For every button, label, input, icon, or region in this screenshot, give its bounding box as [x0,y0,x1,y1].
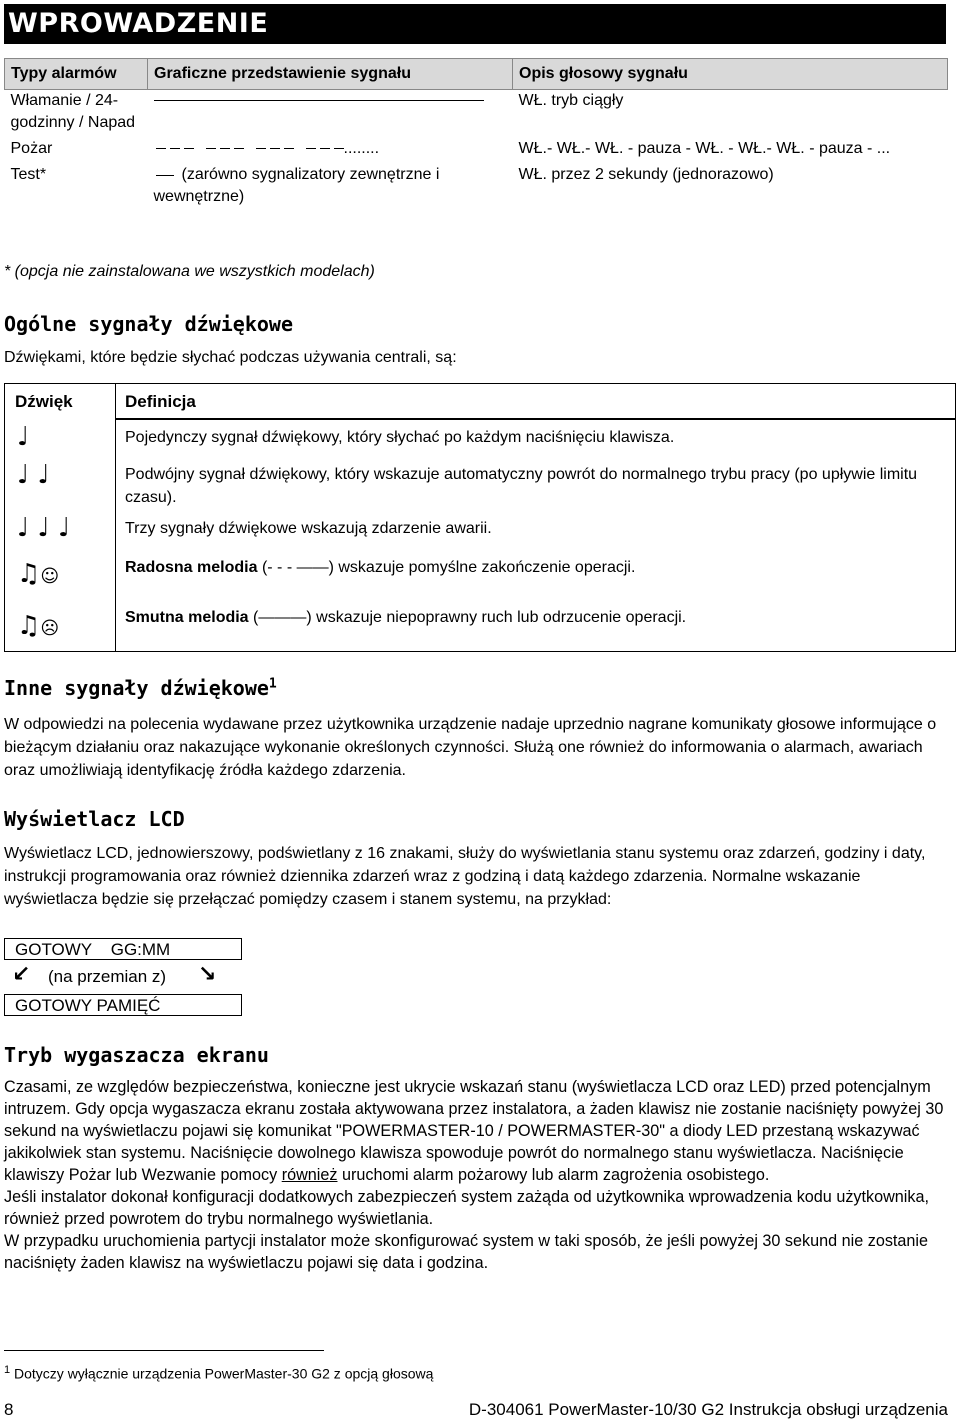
melody-note-icon: ♫ [17,559,41,589]
footnote-ref: 1 [268,676,277,692]
alarm-type: Pożar [10,140,53,157]
pulsed-signal-pattern [154,138,344,160]
table-header-row [5,59,948,90]
signal-note: (zarówno sygnalizatory zewnętrzne i wewnętrzne) [153,166,440,206]
melody-label: Smutna melodia [125,609,249,626]
melody-note-icon: ♫ [17,611,41,641]
section-text: Czasami, ze względów bezpieczeństwa, konieczne jest ukrycie wskazań stanu (wyświetlacza LCD oraz LED) przed potencjalnym intruzem. Gdy opcja wygaszacza ekranu została aktywowana przez instalatora, a żaden klawisz nie zostanie naciśnięty powyżej 30 sekund na wyświetlaczu pojawi się komunikat "POWERMASTER-10 / POWERMASTER-30" a diody LED przestaną wskazywać jakikolwiek stan systemu. Naciśnięcie dowolnego klawisza spowoduje powrót do normalnego stanu wyświetlacza. Naciśnięcie klawiszy Pożar lub Wezwanie pomocy również uruchomi alarm pożarowy lub alarm zagrożenia osobistego. Jeśli instalator dokonał konfiguracji dodatkowych zabezpieczeń system zażąda od użytkownika wprowadzenia kodu użytkownika, również przed powrotem do trybu normalnego wyświetlania. W przypadku uruchomienia partycji instalator może skonfigurować system w taki sposób, że jeśli powyżej 30 sekund nie zostanie naciśnięty żaden klawisz na wyświetlaczu pojawi się data i godzina. [4,1078,944,1272]
signal-graphic [148,160,513,208]
sound-definition: Podwójny sygnał dźwiękowy, który wskazuje automatyczny powrót do normalnego trybu pracy (po upływie limitu czasu). [125,466,918,506]
page-number: 8 [4,1400,14,1419]
alarm-types-table [4,58,948,208]
column-header: Typy alarmów [5,59,148,90]
continuous-signal-line [154,90,484,112]
sound-definition: Trzy sygnały dźwiękowe wskazują zdarzenie awarii. [125,520,492,537]
column-header: Opis głosowy sygnału [513,59,948,90]
section-text: W odpowiedzi na polecenia wydawane przez użytkownika urządzenie nadaje uprzednio nagrane komunikaty głosowe informujące o bieżącym działaniu oraz nakazujące wykonanie określonych czynności. Służą one również do informowania o alarmach, awariach oraz umożliwiają identyfikację źródła każdego zdarzenia. [4,716,937,779]
short-signal-line [154,164,182,186]
underlined-word: również [281,1166,338,1184]
signal-description: WŁ. przez 2 sekundy (jednorazowo) [518,166,774,184]
column-header: Dźwięk [15,392,73,411]
section-intro: Dźwiękami, które będzie słychać podczas używania centrali, są: [4,349,457,366]
section-title: Ogólne sygnały dźwiękowe [4,312,293,336]
table-row [5,90,948,135]
signal-description: WŁ. tryb ciągły [518,92,624,109]
lcd-display-example: GOTOWY PAMIĘĆ [4,994,242,1016]
triple-note-icon: ♩ ♩ ♩ [17,513,71,543]
section-title: Wyświetlacz LCD [4,807,185,831]
sad-face-icon: ☹ [40,618,60,639]
sound-table [4,383,956,652]
pattern-continuation: ........ [343,140,380,158]
footnote-divider [4,1350,324,1351]
column-header: Definicja [125,392,196,411]
lcd-display-example: GOTOWY GG:MM [4,938,242,960]
alarm-type: Włamanie / 24-godzinny / Napad [10,92,136,131]
sound-definition: Smutna melodia (———) wskazuje niepoprawny ruch lub odrzucenie operacji. [125,609,687,626]
section-banner: WPROWADZENIE [4,4,946,44]
signal-description: WŁ.- WŁ.- WŁ. - pauza - WŁ. - WŁ.- WŁ. - pauza - ... [518,140,891,157]
signal-graphic [148,134,513,160]
section-title: Tryb wygaszacza ekranu [4,1043,269,1067]
table-row [5,134,948,160]
single-note-icon: ♩ [17,422,30,452]
section-title: Inne sygnały dźwiękowe$^1$ [4,676,277,700]
sound-definition: Pojedynczy sygnał dźwiękowy, który słychać po każdym naciśnięciu klawisza. [125,429,675,446]
footnote: $^1$ Dotyczy wyłącznie urządzenia PowerMaster-30 G2 z opcją głosową [4,1364,434,1382]
table-row [5,160,948,208]
table-note: * (opcja nie zainstalowana we wszystkich modelach) [4,263,375,280]
signal-graphic [148,90,513,135]
curved-arrow-left-icon: ↙ [12,962,31,987]
alarm-type: Test* [10,166,47,184]
double-note-icon: ♩ ♩ [17,460,50,490]
smiley-face-icon: ☺ [40,566,60,587]
curved-arrow-right-icon: ↘ [198,962,217,987]
happy-melody-icon [17,560,59,590]
document-title: D-304061 PowerMaster-10/30 G2 Instrukcja obsługi urządzenia [468,1400,948,1419]
alternate-note: (na przemian z) [48,967,167,986]
sad-melody-icon [17,612,59,642]
sound-definition: Radosna melodia (- - - ——) wskazuje pomyślne zakończenie operacji. [125,559,636,576]
column-header: Graficzne przedstawienie sygnału [148,59,513,90]
section-text: Wyświetlacz LCD, jednowierszowy, podświetlany z 16 znakami, służy do wyświetlania stanu systemu oraz zdarzeń, godziny i daty, instrukcji programowania oraz również dziennika zdarzeń wraz z godziną i datą każdego zdarzenia. Normalne wskazanie wyświetlacza będzie się przełączać pomiędzy czasem i stanem systemu, na przykład: [4,845,926,908]
melody-label: Radosna melodia [125,559,258,576]
